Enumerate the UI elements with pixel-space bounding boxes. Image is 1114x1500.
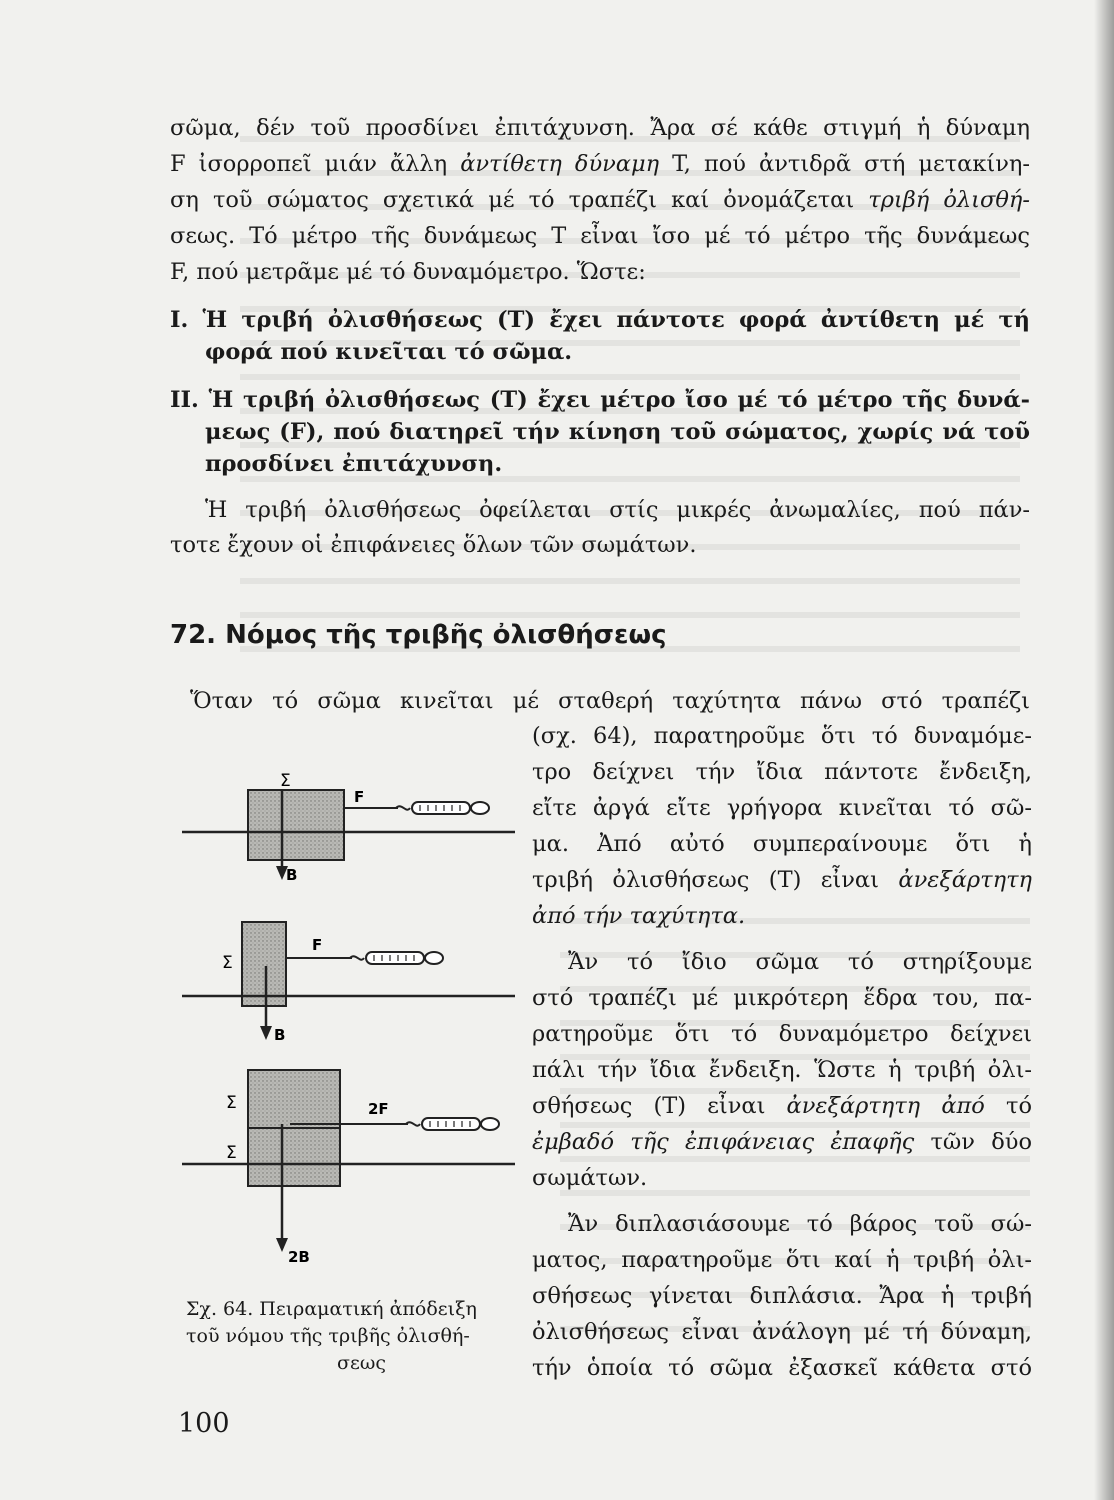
label-weight-double: 2B (288, 1248, 310, 1266)
figure-panel-2 (182, 922, 515, 1044)
weight-arrowhead (260, 1026, 272, 1040)
label-body-bottom: Σ (226, 1143, 237, 1163)
right-col-line-12: ἐμβαδό τῆς ἐπιφάνειας ἐπαφῆς τῶν δύο (532, 1129, 1032, 1155)
dynamometer-icon (406, 1118, 499, 1130)
rule-2-line-3: προσδίνει ἐπιτάχυνση. (205, 451, 503, 477)
right-col-line-5: τριβή ὀλισθήσεως (T) εἶναι ἀνεξάρτητη (532, 867, 1032, 893)
label-force: F (354, 788, 365, 806)
figure-64 (170, 760, 520, 1280)
right-col-line-9: ρατηροῦμε ὅτι τό δυναμόμετρο δείχνει (532, 1021, 1032, 1047)
dynamometer-icon (396, 802, 489, 814)
label-force-double: 2F (368, 1100, 389, 1118)
intro-line-1: σῶμα, δέν τοῦ προσδίνει ἐπιτάχυνση. Ἄρα σέ κάθε στιγμή ἡ δύναμη (170, 115, 1030, 141)
figure-panel-1 (182, 771, 515, 884)
weight-arrowhead (276, 1238, 288, 1252)
label-force: F (312, 936, 323, 954)
right-col-line-3: εἴτε ἀργά εἴτε γρήγορα κινεῖται τό σῶ- (532, 795, 1032, 821)
label-weight: B (286, 866, 298, 884)
label-body: Σ (222, 953, 233, 973)
right-col-line-1: (σχ. 64), παρατηροῦμε ὅτι τό δυναμόμε- (532, 723, 1032, 749)
right-col-line-13: σωμάτων. (532, 1165, 648, 1191)
intro-line-5: F, πού μετρᾶμε μέ τό δυναμόμετρο. Ὥστε: (170, 259, 646, 285)
right-col-line-17: ὀλισθήσεως εἶναι ἀνάλογη μέ τή δύναμη, (532, 1319, 1032, 1345)
right-col-line-16: σθήσεως γίνεται διπλάσια. Ἄρα ἡ τριβή (532, 1283, 1032, 1309)
rule-2-line-1: II. Ἡ τριβή ὀλισθήσεως (T) ἔχει μέτρο ἴσο μέ τό μέτρο τῆς δυνά- (170, 387, 1030, 413)
right-col-line-2: τρο δείχνει τήν ἴδια πάντοτε ἔνδειξη, (532, 759, 1032, 785)
caption-line-3: σεως (337, 1352, 386, 1374)
right-col-line-8: στό τραπέζι μέ μικρότερη ἕδρα του, πα- (532, 985, 1032, 1011)
caption-line-1: Σχ. 64. Πειραματική ἀπόδειξη (186, 1298, 477, 1320)
right-col-line-14: Ἄν διπλασιάσουμε τό βάρος τοῦ σώ- (568, 1211, 1032, 1237)
label-weight: B (274, 1026, 286, 1044)
dynamometer-icon (350, 952, 443, 964)
intro-line-4: σεως. Τό μέτρο τῆς δυνάμεως T εἶναι ἴσο μέ τό μέτρο τῆς δυνάμεως (170, 223, 1030, 249)
right-col-line-6: ἀπό τήν ταχύτητα. (532, 903, 746, 929)
body-block-bottom (248, 1128, 340, 1186)
right-col-line-10: πάλι τήν ἴδια ἔνδειξη. Ὥστε ἡ τριβή ὀλι- (532, 1057, 1032, 1083)
figure-panel-3 (182, 1070, 515, 1266)
rule-1-line-2: φορά πού κινεῖται τό σῶμα. (205, 339, 573, 365)
intro-line-3: ση τοῦ σώματος σχετικά μέ τό τραπέζι καί ὀνομάζεται τριβή ὀλισθή- (170, 187, 1030, 213)
cause-line-2: τοτε ἔχουν οἱ ἐπιφάνειες ὅλων τῶν σωμάτων. (170, 532, 697, 558)
cause-line-1: Ἡ τριβή ὀλισθήσεως ὀφείλεται στίς μικρές ἀνωμαλίες, πού πάν- (205, 497, 1030, 523)
page-number: 100 (178, 1408, 230, 1439)
right-col-line-4: μα. Ἀπό αὐτό συμπεραίνουμε ὅτι ἡ (532, 831, 1032, 857)
rule-1-line-1: I. Ἡ τριβή ὀλισθήσεως (T) ἔχει πάντοτε φορά ἀντίθετη μέ τή (170, 307, 1030, 333)
body-block (248, 790, 344, 860)
intro-line-2: F ἰσορροπεῖ μιάν ἄλλη ἀντίθετη δύναμη T, πού ἀντιδρᾶ στή μετακίνη- (170, 151, 1030, 177)
right-col-line-15: ματος, παρατηροῦμε ὅτι καί ἡ τριβή ὀλι- (532, 1247, 1032, 1273)
page-edge-shadow (1094, 0, 1114, 1500)
right-col-line-11: σθήσεως (T) εἶναι ἀνεξάρτητη ἀπό τό (532, 1093, 1032, 1119)
section-first-line: Ὅταν τό σῶμα κινεῖται μέ σταθερή ταχύτητα πάνω στό τραπέζι (190, 688, 1030, 714)
figure-caption (186, 1296, 516, 1377)
label-body-top: Σ (226, 1093, 237, 1113)
right-col-line-18: τήν ὁποία τό σῶμα ἐξασκεῖ κάθετα στό (532, 1355, 1032, 1381)
body-block-top (248, 1070, 340, 1128)
label-body: Σ (280, 771, 291, 791)
section-heading: 72. Νόμος τῆς τριβῆς ὀλισθήσεως (170, 620, 667, 650)
body-block-upright (242, 922, 286, 1006)
right-col-line-7: Ἄν τό ἴδιο σῶμα τό στηρίξουμε (568, 949, 1032, 975)
rule-2-line-2: μεως (F), πού διατηρεῖ τήν κίνηση τοῦ σώματος, χωρίς νά τοῦ (205, 419, 1030, 445)
caption-line-2: τοῦ νόμου τῆς τριβῆς ὀλισθή- (186, 1325, 470, 1347)
